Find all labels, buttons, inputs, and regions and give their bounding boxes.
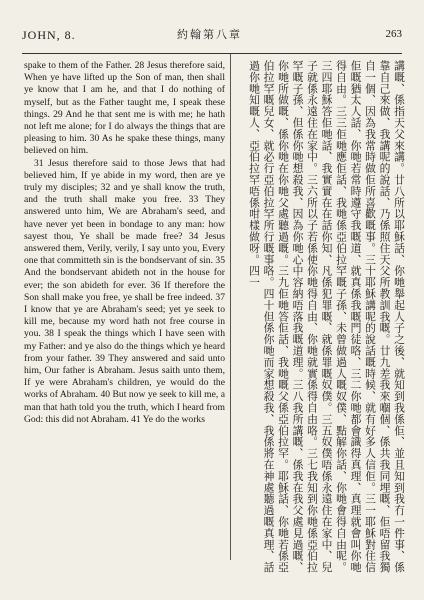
english-column — [24, 60, 225, 580]
header-chinese-title: 約翰第八章 — [177, 28, 242, 41]
english-paragraph: spake to them of the Father. 28 Jesus therefore said, When ye have lifted up the Son of man, then shall ye know that I am he, and that I do nothing of myself, but as the Father taught me, I speak these things. 29 And he that sent me is with me; he hath not left me alone; for I do always the things that are pleasing to him. 30 As he spake these things, many believed on him. — [24, 60, 225, 157]
header-book-chapter: JOHN, 8. — [22, 28, 76, 42]
english-paragraph: 31 Jesus therefore said to those Jews that had believed him, If ye abide in my word, then are ye truly my disciples; 32 and ye shall know the truth, and the truth shall make you free. 33 They answered unto him, We are Abraham's seed, and have never yet been in bondage to any man: how sayest thou, Ye shall be made free? 34 Jesus answered them, Verily, verily, I say unto you, Every one that committeth sin is the bondservant of sin. 35 And the bondservant abideth not in the house for ever; the son abideth for ever. 36 If therefore the Son shall make you free, ye shall be free indeed. 37 I know that ye are Abraham's seed; yet ye seek to kill me, because my word hath not free course in you. 38 I speak the things which I have seen with my Father: and ye also do the things which ye heard from your father. 39 They answered and said unto him, Our father is Abraham. Jesus saith unto them, If ye were Abraham's children, ye would do the works of Abraham. 40 But now ye seek to kill me, a man that hath told you the truth, which I heard from God: this did not Abraham. 41 Ye do the works — [24, 157, 225, 425]
page-number: 263 — [385, 28, 402, 40]
page-header — [22, 26, 402, 48]
chinese-vertical-text: 講嘅、係指天父來講。廿八所以耶穌話、你哋舉起人子之後、就知到我係佢、並且知到我冇一件事、係靠自己來做、我講呢的說話、乃係照住天父所教訓我嘅。廿九差我來嗰個、係共我同埋嘅、佢唔留我獨自一個、因為我常時做佢所喜歡嘅事。三十耶穌講呢的說話嘅時候、就有好多人信佢。三一耶穌對住信佢嘅猶太人話、你哋若常時遵守我嘅道、就真係我嘅門徒咯、三二你哋都會識得真理、真理就會叫你哋得自由。三三佢哋應佢話、我哋係亞伯拉罕嘅子孫、未曾做過人嘅奴僕、點解你話、你哋會得自由呢。三四耶穌答佢哋話、我實實在在話你知、凡係犯罪嘅、就係罪嘅奴僕。三五奴僕唔係永遠住在家中、兒子就係永遠住在家中。三六所以子若係使你哋得自由、你哋就實係得自由咯。三七我知到你哋係亞伯拉罕嘅子孫、但係你哋想殺我、因為你哋心中容納唔落我嘅道理。三八我所講嘅、係我在我父處見過嘅、你哋所做嘅、係你哋在你哋父處聽過嘅。三九佢哋答佢話、我哋嘅父係亞伯拉罕。耶穌話、你哋若係亞伯拉罕嘅兒女、就必行亞伯拉罕所行嘅事咯。四十但係你哋而家想殺我、我係將在神處聽過嘅真理、話過你哋知嘅人、亞伯拉罕唔係咁樣做呀。四一 — [248, 60, 406, 573]
column-divider — [230, 54, 231, 560]
header-rule — [22, 53, 402, 54]
chinese-column — [236, 60, 406, 580]
